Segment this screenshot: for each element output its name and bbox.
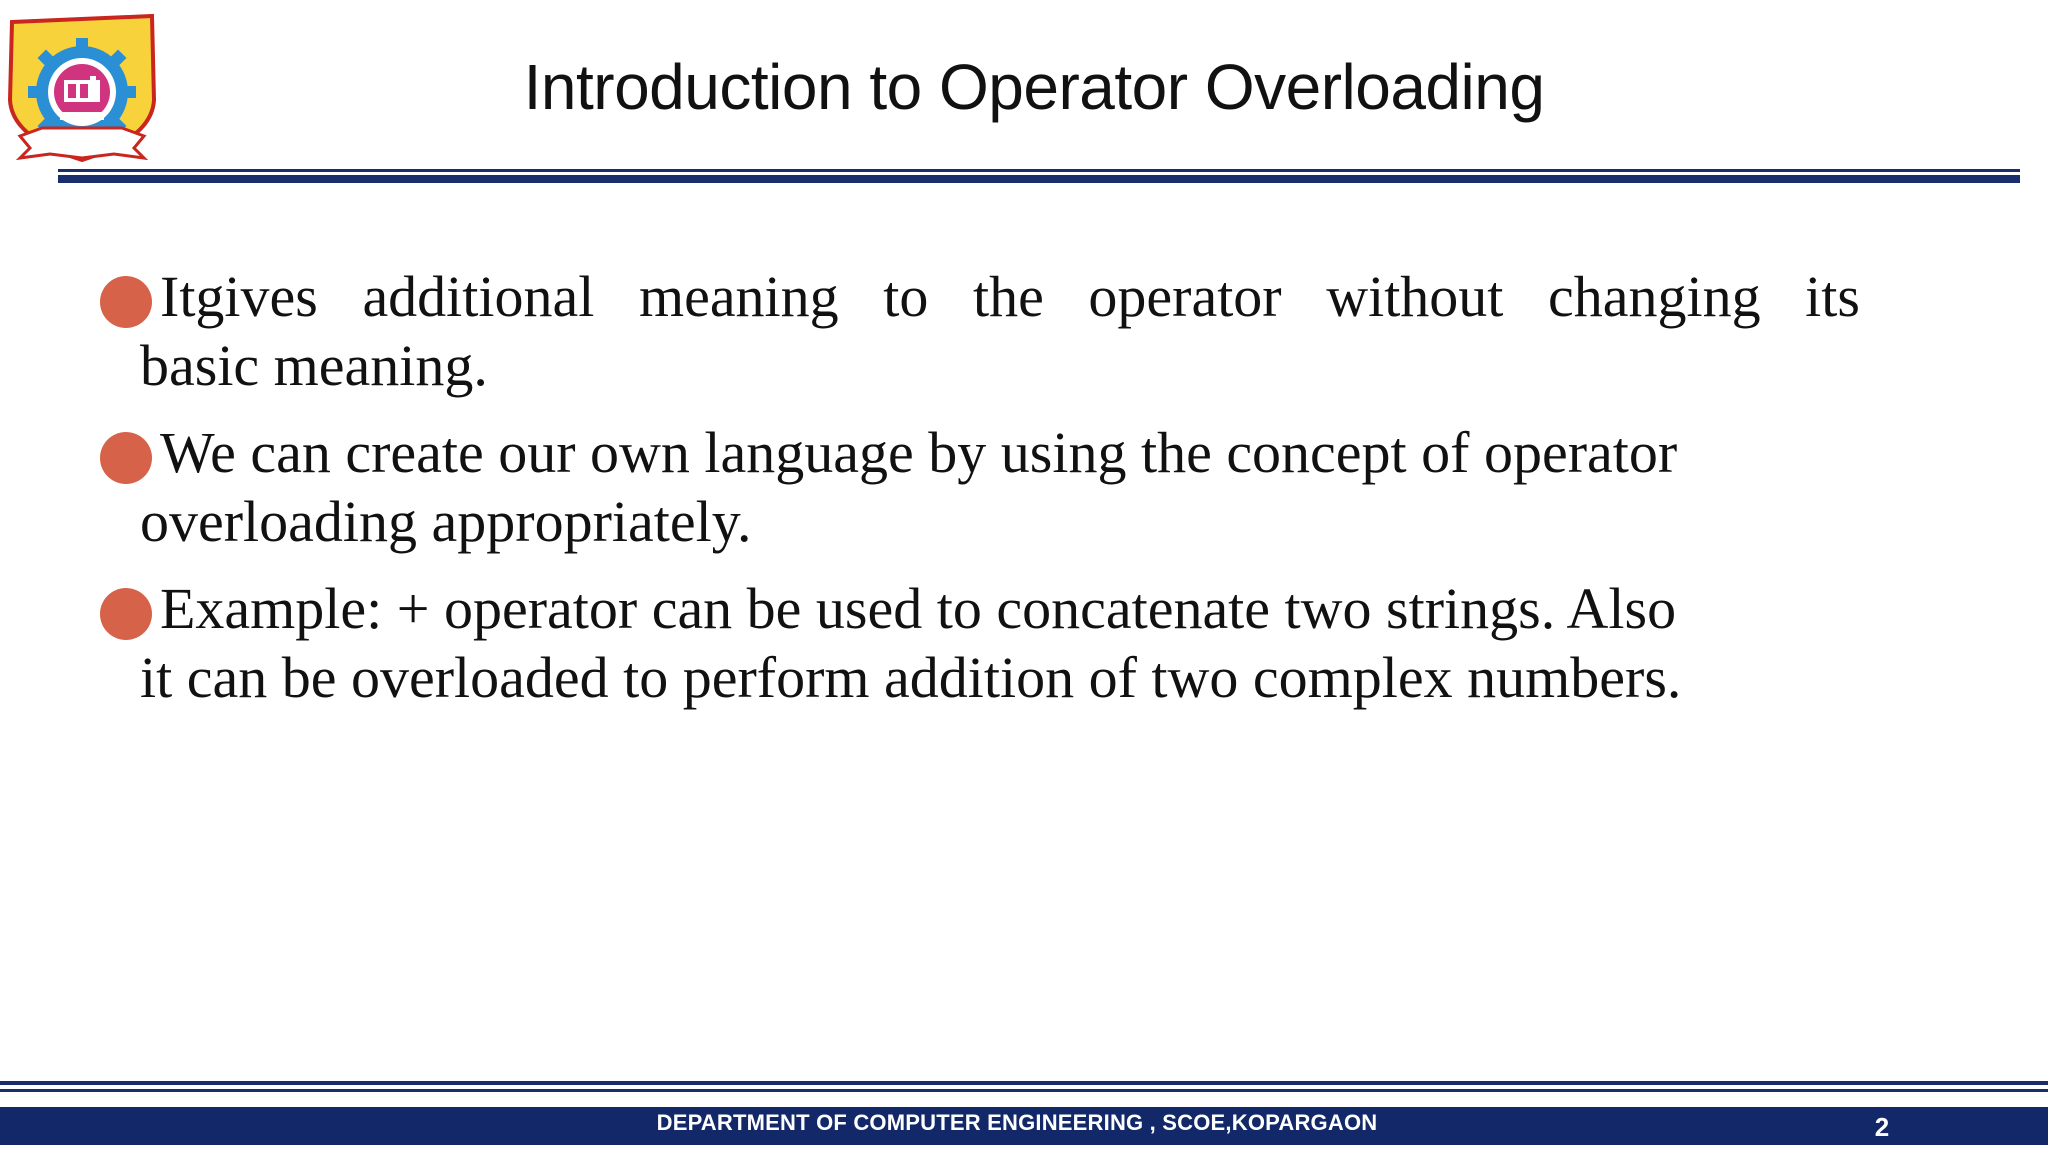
footer-divider-thin	[0, 1081, 2048, 1085]
bullet-list	[100, 262, 1860, 730]
bullet-dot-icon	[100, 276, 152, 328]
bullet-2-line-1: We can create our own language by using the concept of operator	[160, 420, 1678, 485]
bullet-item-1	[100, 262, 1860, 400]
page-number: 2	[1874, 1112, 1890, 1142]
bullet-item-3	[100, 574, 1860, 712]
bullet-dot-icon	[100, 588, 152, 640]
footer-department	[0, 1110, 2048, 1136]
bullet-2-line-2: overloading appropriately.	[140, 489, 752, 554]
footer-divider-thin-2	[0, 1089, 2048, 1092]
footer-department-label: DEPARTMENT OF COMPUTER ENGINEERING , SCOE,KOPARGAON	[656, 1110, 1378, 1135]
bullet-1-line-1: Itgives additional meaning to the operator without changing its	[160, 264, 1860, 329]
bullet-3-line-2: it can be overloaded to perform addition of two complex numbers.	[140, 645, 1682, 710]
slide-title: Introduction to Operator Overloading	[523, 51, 1545, 123]
header-divider-thick	[58, 175, 2020, 183]
bullet-dot-icon	[100, 432, 152, 484]
bullet-item-2	[100, 418, 1860, 556]
header-divider-thin	[58, 169, 2020, 172]
bullet-1-line-2: basic meaning.	[140, 333, 488, 398]
bullet-3-line-1: Example: + operator can be used to concatenate two strings. Also	[160, 576, 1677, 641]
